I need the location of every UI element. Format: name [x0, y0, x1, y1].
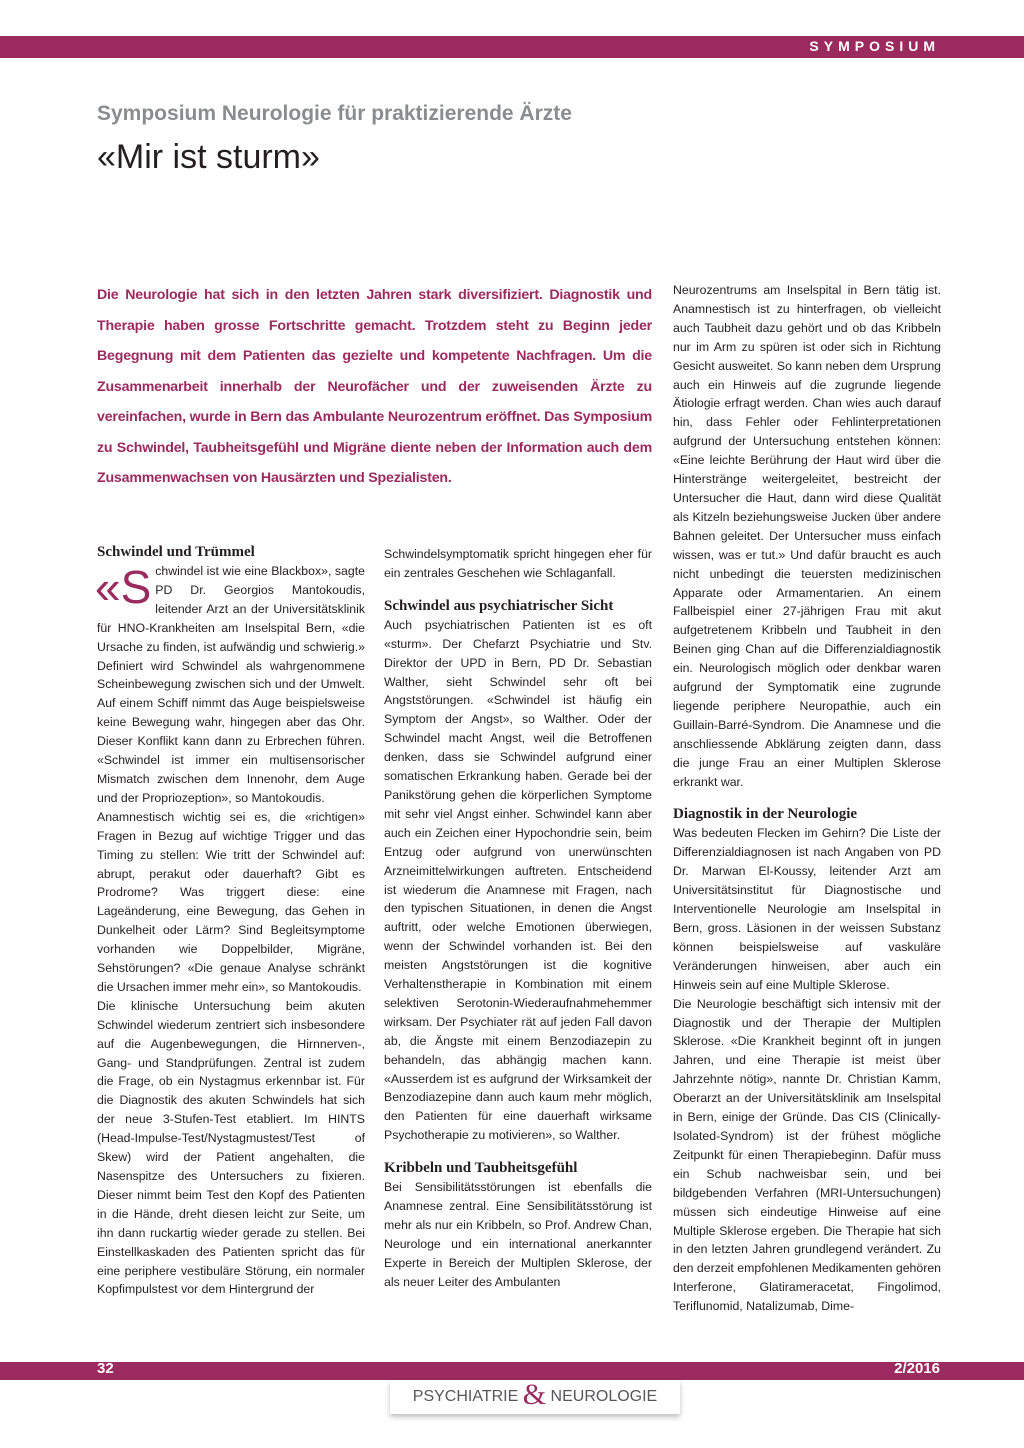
paragraph: Die klinische Untersuchung beim akuten Schwindel wiederum zentriert sich insbesondere auf die Augenbewegungen, die Hirnnerven-, Gang- und Standprüfungen. Zentral ist zudem die Frage, ob ein Nystagmus erkennbar ist. Für die Diagnostik des akuten Schwindels hat sich der neue 3-Stufen-Test etabliert. Im HINTS (Head-Impulse-Test/Nystagmustest/Test of Skew) wird der Patient angehalten, die Nasenspitze des Untersuchers zu fixieren. Dieser nimmt beim Test den Kopf des Patienten in die Hände, dreht diesen leicht zur Seite, um ihn dann ruckartig wieder gerade zu stellen. Bei Einstellkaskaden des Patienten spricht das für eine periphere vestibuläre Störung, ein normaler Kopfimpulstest vor dem Hintergrund der [97, 998, 365, 1297]
column-3 [673, 281, 941, 1316]
journal-ampersand: & [522, 1378, 547, 1411]
paragraph: Die Neurologie beschäftigt sich intensiv mit der Diagnostik und der Therapie der Multiplen Sklerose. «Die Krankheit beginnt oft in jungen Jahren, und eine Therapie ist meist über Jahrzehnte nötig», nannte Dr. Christian Kamm, Oberarzt an der Universitätsklinik am Inselspital in Bern, einige der Gründe. Das CIS (Clinically-Isolated-Syndrom) ist der frühest mögliche Zeitpunkt für einen Therapiebeginn. Dafür muss ein Schub nachweisbar sein, und bei bildgebenden Verfahren (MRI-Untersuchungen) müssen sich eindeutige Hinweise auf eine Multiple Sklerose ergeben. Die Therapie hat sich in den letzten Jahren grundlegend verändert. Zu den derzeit empfohlenen Medikamenten gehören Interferone, Glatirameracetat, Fingolimod, Teriflunomid, Natalizumab, Dime- [673, 996, 941, 1314]
paragraph: Schwindelsymptomatik spricht hingegen eher für ein zentrales Geschehen wie Schlaganfall. [384, 547, 652, 580]
paragraph: Neurozentrums am Inselspital in Bern tätig ist. Anamnestisch ist zu hinterfragen, ob vielleicht auch Taubheit dazu gehört und ob das Kribbeln nur im Arm zu spüren ist oder sich in Richtung Gesicht ausweitet. So kann neben dem Ursprung auch ein Hinweis auf die zugrunde liegende Ätiologie erfragt werden. Chan wies auch darauf hin, dass Fehler oder Fehlinterpretationen aufgrund der Untersuchung entstehen können: «Eine leichte Berührung der Haut wird über die Hinterstränge weitergeleitet, bestreicht der Untersucher die Haut, dann wird diese Qualität als Kitzeln beziehungsweise Jucken über andere Bahnen geleitet. Der Untersucher muss einfach wissen, was er tut.» Und dafür braucht es auch nicht unbedingt die teuersten medizinischen Apparate oder Armamentarien. An einem Fallbeispiel einer 27-jährigen Frau mit akut aufgetretenem Kribbeln und Taubheit in den Beinen ging Chan auf die Differenzialdiagnostik ein. Neurologisch möglich oder denkbar waren aufgrund der Symptomatik eine zugrunde liegende periphere Neuropathie, auch ein Guillain-Barré-Syndrom. Die Anamnese und die anschliessende Abklärung zeigten dann, dass die junge Frau an einer Multiplen Sklerose erkrankt war. [673, 283, 941, 789]
paragraph [97, 562, 365, 808]
issue-number: 2/2016 [894, 1360, 940, 1377]
column-2 [384, 545, 652, 1292]
section-label: SYMPOSIUM [809, 38, 940, 54]
subheading-schwindel: Schwindel und Trümmel [97, 544, 255, 560]
paragraph-text: chwindel ist wie eine Blackbox», sagte PD Dr. Georgios Mantokoudis, leitender Arzt an der Universitätsklinik für HNO-Krankheiten am Inselspital Bern, «die Ursache zu finden, ist aufwändig und schwierig.» Definiert wird Schwindel als wahrgenommene Scheinbewegung zwischen sich und der Umwelt. Auf einem Schiff nimmt das Auge beispielsweise keine Bewegung wahr, hingegen aber das Ohr. Dieser Konflikt kann dann zu Erbrechen führen. «Schwindel ist immer ein multisensorischer Mismatch zwischen dem Innenohr, dem Auge und der Propriozeption», so Mantokoudis. [97, 564, 365, 805]
paragraph: Bei Sensibilitätsstörungen ist ebenfalls die Anamnese zentral. Eine Sensibilitätsstörung ist mehr als nur ein Kribbeln, so Prof. Andrew Chan, Neurologe und ein international anerkannter Experte in Bereich der Multiplen Sklerose, der als neuer Leiter des Ambulanten [384, 1180, 652, 1289]
journal-name-right: NEUROLOGIE [550, 1388, 658, 1405]
paragraph: Anamnestisch wichtig sei es, die «richtigen» Fragen in Bezug auf wichtige Trigger und das Timing zu stellen: Wie tritt der Schwindel auf: abrupt, perakut oder dauerhaft? Gibt es Prodrome? Was triggert diese: eine Lageänderung, eine Bewegung, das Gehen in Dunkelheit oder Lärm? Sind Begleitsymptome vorhanden wie Doppelbilder, Migräne, Sehstörungen? «Die genaue Analyse schränkt die Ursachen immer mehr ein», so Mantokoudis. [97, 809, 365, 994]
journal-logo [390, 1380, 680, 1414]
section-header-bar [0, 36, 1024, 58]
subheading-psychiatrie: Schwindel aus psychiatrischer Sicht [384, 597, 614, 614]
dropcap: «S [95, 561, 152, 613]
paragraph: Auch psychiatrischen Patienten ist es oft «sturm». Der Chefarzt Psychiatrie und Stv. Direktor der UPD in Bern, PD Dr. Sebastian Walther, sieht Schwindel sehr oft bei Angststörungen. «Schwindel ist häufig ein Symptom der Angst», so Walther. Oder der Schwindel macht Angst, weil die Betroffenen denken, dass sie Schwindel aufgrund einer somatischen Erkrankung haben. Gerade bei der Panikstörung gehen die körperlichen Symptome mit sehr viel Angst einher. Schwindel kann aber auch ein Zeichen einer Hypochondrie sein, beim Entzug oder aufgrund von unerwünschten Arzneimittelwirkungen auftreten. Entscheidend ist wiederum die Anamnese mit Fragen, nach den typischen Situationen, in denen die Angst auftritt, oder welche Emotionen überwiegen, wenn der Schwindel vorhanden ist. Bei den meisten Angststörungen ist die kognitive Verhaltenstherapie in Kombination mit einem selektiven Serotonin-Wiederaufnahmehemmer wirksam. Der Psychiater rät auf jeden Fall davon ab, die Ängste mit einem Benzodiazepin zu behandeln, das abhängig machen kann. «Ausserdem ist es aufgrund der Wirksamkeit der Benzodiazepine dann auch kaum mehr möglich, den Patienten für eine dauerhaft wirksame Psychotherapie zu motivieren», so Walther. [384, 617, 652, 1143]
article-lead: Die Neurologie hat sich in den letzten Jahren stark diversifiziert. Diagnostik und Therapie haben grosse Fortschritte gemacht. Trotzdem steht zu Beginn jeder Begegnung mit dem Patienten das gezielte und kompetente Nachfragen. Um die Zusammenarbeit innerhalb der Neurofächer und der zuweisenden Ärzte zu vereinfachen, wurde in Bern das Ambulante Neurozentrum eröffnet. Das Symposium zu Schwindel, Taubheitsgefühl und Migräne diente neben der Information auch dem Zusammenwachsen von Hausärzten und Spezialisten. [97, 287, 652, 486]
paragraph: Was bedeuten Flecken im Gehirn? Die Liste der Differenzialdiagnosen ist nach Angaben von PD Dr. Marwan El-Koussy, leitender Arzt am Universitätsinstitut für Diagnostische und Interventionelle Neurologie am Inselspital in Bern, gross. Läsionen in der weissen Substanz können beispielsweise auf vaskuläre Veränderungen hinweisen, aber auch ein Hinweis sein auf eine Multiple Sklerose. [673, 826, 941, 992]
article-title: «Mir ist sturm» [97, 138, 320, 176]
journal-name-left: PSYCHIATRIE [412, 1388, 519, 1405]
article-kicker: Symposium Neurologie für praktizierende Ärzte [97, 102, 572, 125]
footer-bar [0, 1362, 1024, 1380]
subheading-kribbeln: Kribbeln und Taubheitsgefühl [384, 1160, 578, 1177]
column-1 [97, 543, 365, 1299]
page-number: 32 [97, 1360, 114, 1377]
subheading-diagnostik: Diagnostik in der Neurologie [673, 806, 858, 823]
